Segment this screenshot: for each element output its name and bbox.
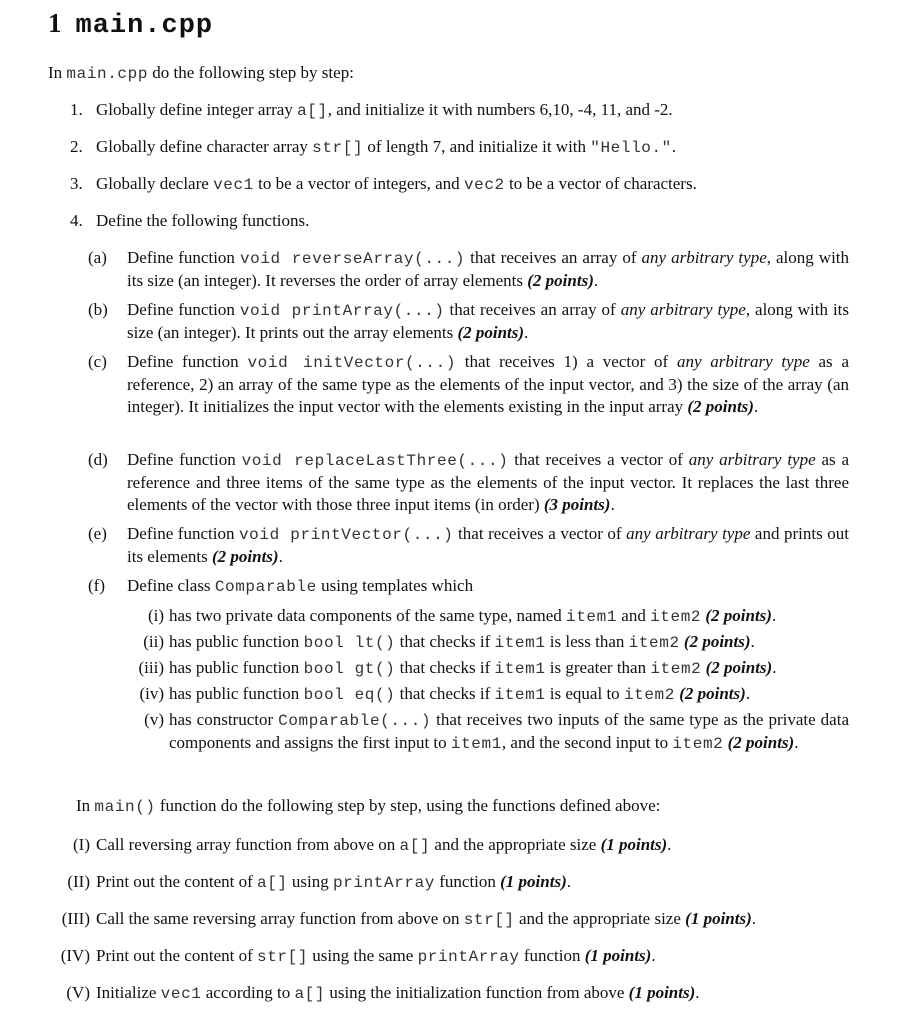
section-filename: main.cpp — [75, 11, 214, 41]
main-step-II-text: Print out the content of a[] using printArray function (1 points). — [96, 872, 571, 892]
func-d-text: Define function void replaceLastThree(...) that receives a vector of any arbitrary type as a reference and three items of the same type as the elements of the input vector. It replaces the last three elements of the vector with those three input items (in order) (3 points). — [127, 450, 850, 514]
intro-paragraph: In main.cpp do the following step by step: — [48, 63, 354, 83]
func-c-text: Define function void initVector(...) that receives 1) a vector of any arbitrary type as a reference, 2) an array of the same type as the elements of the input vector, and 3) the size of the array (an integer). It initializes the input vector with the elements existing in the input array (2 points). — [127, 352, 849, 416]
func-e-text: Define function void printVector(...) that receives a vector of any arbitrary type and prints out its elements (2 points). — [127, 524, 849, 566]
section-number: 1 — [48, 8, 62, 38]
sub-iii-text: has public function bool gt() that checks if item1 is greater than item2 (2 points). — [169, 658, 777, 678]
code-main-fn: main() — [94, 798, 156, 816]
sub-iii-label: (iii) — [138, 658, 164, 677]
code-main-cpp: main.cpp — [66, 65, 149, 83]
section-title — [48, 8, 213, 41]
main-step-I-label: (I) — [73, 835, 90, 854]
func-a-label: (a) — [88, 248, 107, 267]
step-3: 3. Globally declare vec1 to be a vector of integers, and vec2 to be a vector of characters. — [70, 174, 697, 194]
func-d-label: (d) — [88, 450, 108, 469]
main-step-I-text: Call reversing array function from above on a[] and the appropriate size (1 points). — [96, 835, 672, 855]
sub-i-text: has two private data components of the same type, named item1 and item2 (2 points). — [169, 606, 777, 626]
main-step-V-text: Initialize vec1 according to a[] using the initialization function from above (1 points). — [96, 983, 700, 1003]
func-b-label: (b) — [88, 300, 108, 319]
step-1: 1. Globally define integer array a[], and initialize it with numbers 6,10, -4, 11, and -2. — [70, 100, 673, 120]
func-c-label: (c) — [88, 352, 107, 371]
main-step-III-text: Call the same reversing array function from above on str[] and the appropriate size (1 points). — [96, 909, 756, 929]
func-b-text: Define function void printArray(...) that receives an array of any arbitrary type, along with its size (an integer). It prints out the array elements (2 points). — [127, 300, 850, 342]
sub-i-label: (i) — [147, 606, 164, 625]
step-4: 4. Define the following functions. — [70, 211, 310, 230]
sub-ii-text: has public function bool lt() that checks if item1 is less than item2 (2 points). — [169, 632, 755, 652]
func-e-label: (e) — [88, 524, 107, 543]
sub-v-text: has constructor Comparable(...) that receives two inputs of the same type as the private data components and assigns the first input to item1, and the second input to item2 (2 points). — [169, 710, 849, 753]
sub-iv-text: has public function bool eq() that checks if item1 is equal to item2 (2 points). — [169, 684, 751, 704]
func-a-text: Define function void reverseArray(...) that receives an array of any arbitrary type, along with its size (an integer). It reverses the order of array elements (2 points). — [127, 248, 850, 290]
main-step-III-label: (III) — [61, 909, 90, 928]
main-step-IV-label: (IV) — [60, 946, 90, 965]
func-f-text: Define class Comparable using templates which — [127, 576, 474, 596]
main-step-IV-text: Print out the content of str[] using the same printArray function (1 points). — [96, 946, 656, 966]
func-f-label: (f) — [88, 576, 105, 595]
sub-v-label: (v) — [144, 710, 164, 729]
sub-ii-label: (ii) — [143, 632, 164, 651]
main-step-V-label: (V) — [66, 983, 90, 1002]
main-intro-paragraph: In main() function do the following step by step, using the functions defined above: — [76, 796, 661, 816]
step-2: 2. Globally define character array str[] of length 7, and initialize it with "Hello.". — [70, 137, 677, 157]
main-step-II-label: (II) — [67, 872, 90, 891]
sub-iv-label: (iv) — [139, 684, 164, 703]
